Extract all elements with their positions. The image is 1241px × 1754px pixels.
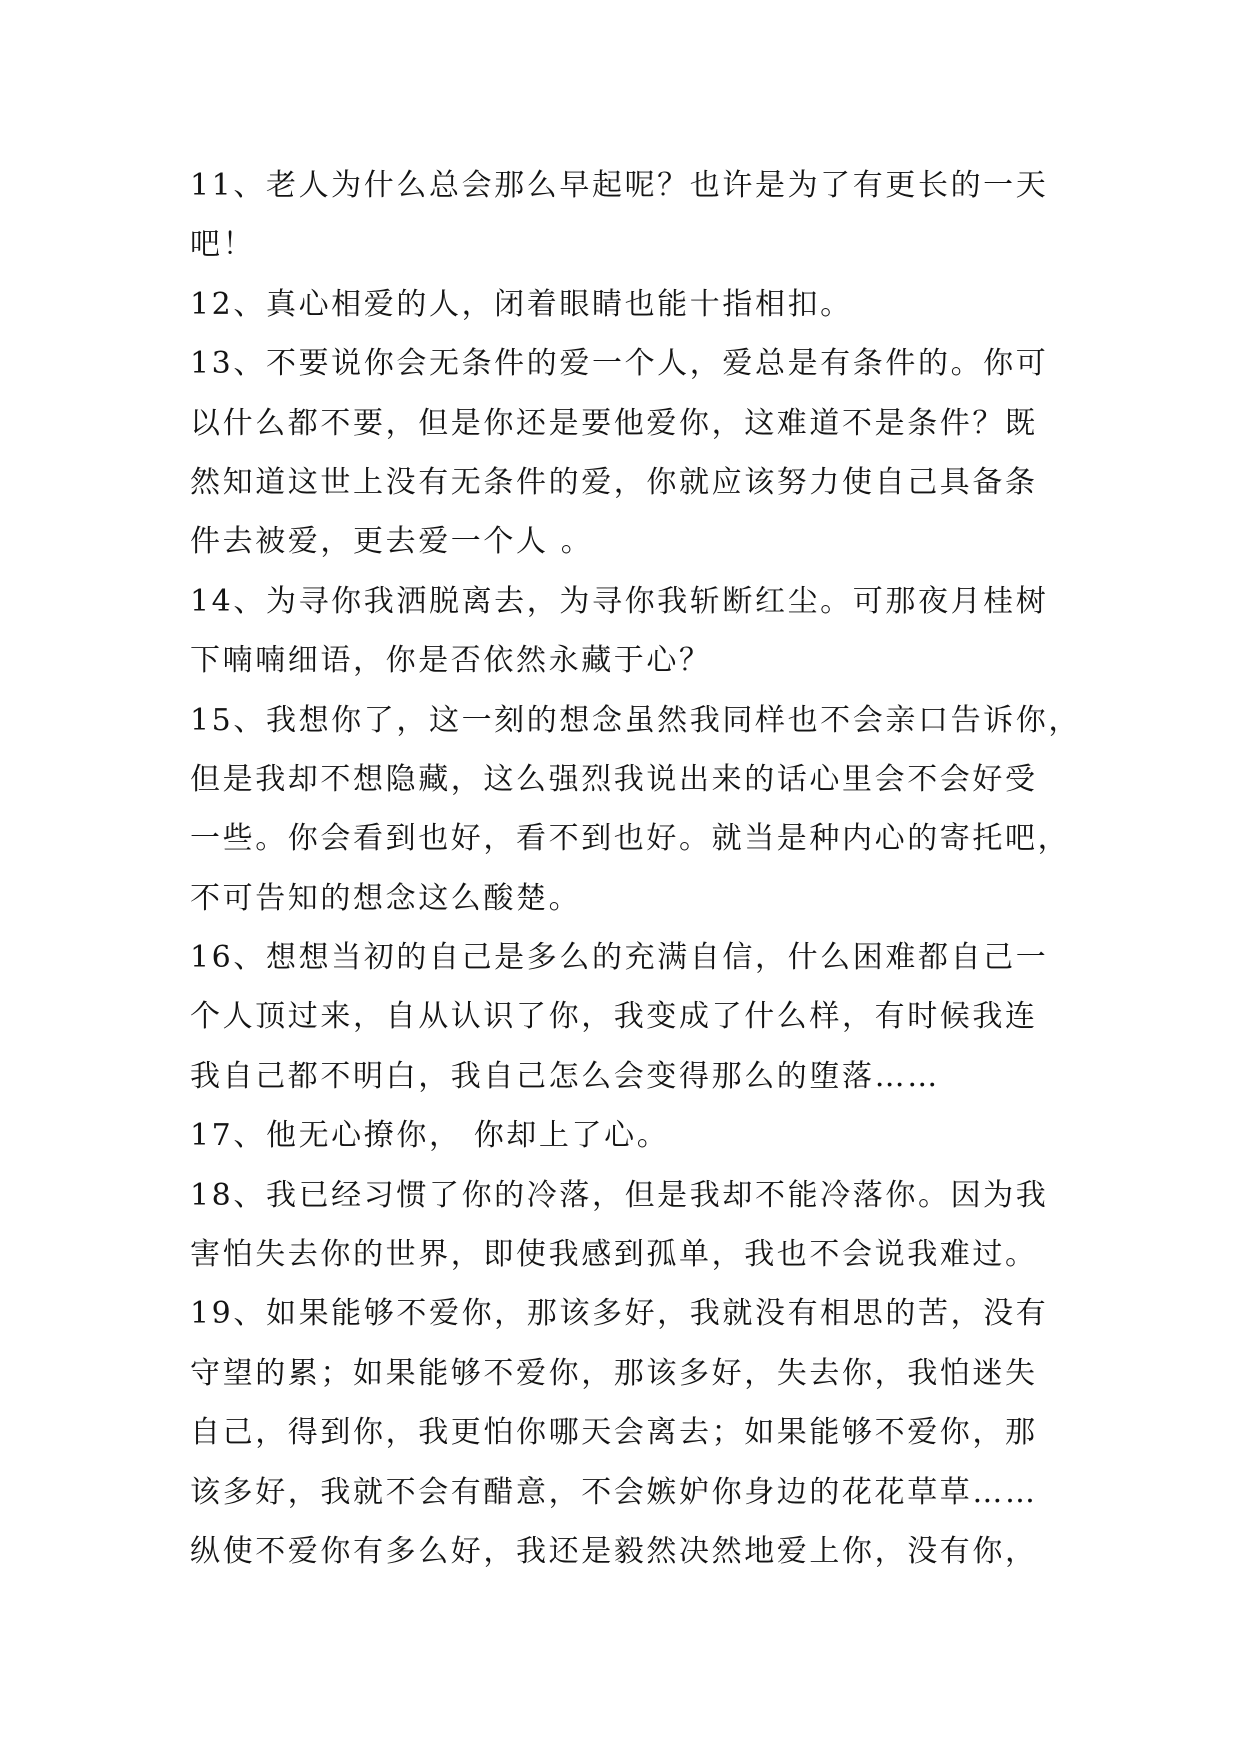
text-line: 16、想想当初的自己是多么的充满自信，什么困难都自己一: [190, 940, 1049, 976]
text-line: 18、我已经习惯了你的冷落，但是我却不能冷落你。因为我: [190, 1177, 1049, 1213]
text-line: 以什么都不要，但是你还是要他爱你，这难道不是条件？既: [190, 405, 1038, 441]
text-line: 19、如果能够不爱你，那该多好，我就没有相思的苦，没有: [190, 1296, 1049, 1332]
text-line: 17、他无心撩你， 你却上了心。: [190, 1118, 670, 1154]
text-line: 14、为寻你我洒脱离去，为寻你我斩断红尘。可那夜月桂树: [190, 583, 1049, 619]
text-line: 我自己都不明白，我自己怎么会变得那么的堕落……: [190, 1058, 940, 1094]
text-line: 自己，得到你，我更怕你哪天会离去；如果能够不爱你，那: [190, 1415, 1038, 1451]
text-line: 下喃喃细语，你是否依然永藏于心？: [190, 643, 712, 679]
text-line: 13、不要说你会无条件的爱一个人，爱总是有条件的。你可: [190, 346, 1049, 382]
text-line: 15、我想你了，这一刻的想念虽然我同样也不会亲口告诉你，: [190, 702, 1081, 738]
text-line: 但是我却不想隐藏，这么强烈我说出来的话心里会不会好受: [190, 761, 1038, 797]
text-line: 该多好，我就不会有醋意，不会嫉妒你身边的花花草草……: [190, 1474, 1038, 1510]
text-line: 然知道这世上没有无条件的爱，你就应该努力使自己具备条: [190, 464, 1038, 500]
document-body: [190, 156, 1081, 1581]
text-line: 守望的累；如果能够不爱你，那该多好，失去你，我怕迷失: [190, 1355, 1038, 1391]
text-line: 12、真心相爱的人，闭着眼睛也能十指相扣。: [190, 286, 853, 322]
text-line: 纵使不爱你有多么好，我还是毅然决然地爱上你，没有你，: [190, 1533, 1038, 1569]
text-line: 害怕失去你的世界，即使我感到孤单，我也不会说我难过。: [190, 1237, 1038, 1273]
text-line: 不可告知的想念这么酸楚。: [190, 880, 582, 916]
text-line: 11、老人为什么总会那么早起呢？也许是为了有更长的一天: [190, 168, 1049, 203]
text-line: 一些。你会看到也好，看不到也好。就当是种内心的寄托吧，: [190, 821, 1071, 857]
text-line: 吧！: [190, 227, 256, 263]
text-line: 个人顶过来，自从认识了你，我变成了什么样，有时候我连: [190, 999, 1038, 1035]
text-line: 件去被爱，更去爱一个人 。: [190, 524, 594, 560]
